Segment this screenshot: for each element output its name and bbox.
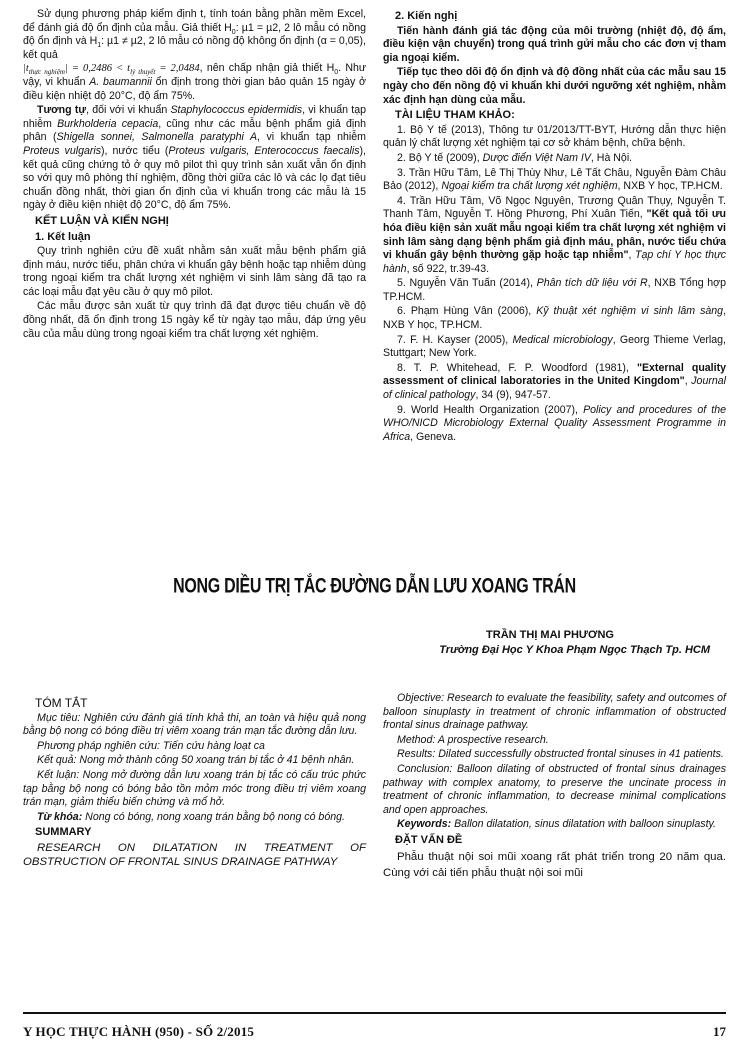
text: 2. Bộ Y tế (2009), [397, 151, 483, 164]
reference-item [383, 152, 726, 166]
abstract-method [23, 740, 366, 754]
text: ổn định trong thời gian bảo quản 15 ngày ở điều kiện nhiệt độ 20°C, độ ẩm 75%. [23, 75, 366, 102]
label: Từ khóa: [37, 810, 83, 823]
formula-part: |t [23, 63, 29, 75]
author-affiliation: Trường Đại Học Y Khoa Phạm Ngọc Thạch Tp. HCM [439, 644, 710, 656]
text: , [628, 249, 635, 262]
reference-item [383, 404, 726, 445]
summary-en-heading: SUMMARY [35, 826, 92, 839]
abstract-keywords-en [383, 818, 726, 832]
abstract-conclusion [23, 769, 366, 810]
text: , cũng như các mẫu bệnh phẩm giả định phân ( [23, 117, 367, 144]
species-name: Staphylococcus epidermidis [170, 104, 303, 117]
text: 3. Trần Hữu Tâm, Lê Thị Thùy Như, Lê Tất Châu, Nguyễn Đàm Châu Bảo (2012), [383, 166, 726, 193]
subscript: 0 [334, 69, 339, 77]
subscript: 0 [231, 28, 236, 36]
text: Ballon dilatation, sinus dilatation with balloon sinuplasty. [451, 818, 716, 831]
abstract-results-en: Results: Dilated successfully obstructed frontal sinuses in 41 patients. [397, 748, 724, 761]
abstract-objective-en: Objective: Research to evaluate the feasibility, safety and outcomes of balloon sinuplasty in treatment of chronic inflammation of obstructed frontal sinus drainage pathway. [383, 692, 726, 732]
text: , nên chấp nhận giả thiết H [199, 62, 335, 75]
text: , NXB Tổng hợp TP.HCM. [383, 277, 726, 303]
ref-title: "External quality assessment of clinical laboratories in the United Kingdom" [383, 361, 726, 388]
text: . Như vậy, vi khuẩn [23, 62, 366, 88]
reference-item: 1. Bộ Y tế (2013), Thông tư 01/2013/TT-BYT, Hướng dẫn thực hiện quản lý chất lượng xét nghiệm tại cơ sở khám bệnh, chữa bệnh. [383, 123, 726, 150]
label: Phương pháp nghiên cứu: [37, 739, 160, 752]
text: , vi khuẩn tạp nhiễm [23, 104, 366, 130]
author-name: TRẦN THỊ MAI PHƯƠNG [486, 629, 614, 641]
text: , NXB Y học, TP.HCM. [383, 305, 727, 332]
text: , Geneva. [410, 430, 457, 443]
formula-part: = 2,0484 [155, 63, 200, 75]
english-title: RESEARCH ON DILATATION IN TREATMENT OF OBSTRUCTION OF FRONTAL SINUS DRAINAGE PATHWAY [23, 841, 366, 868]
stability-paragraph [23, 8, 366, 103]
label: Kết quả: [37, 754, 77, 767]
text: Nghiên cứu đánh giá tính khả thi, an toàn và hiệu quả nong bằng bộ nong có bóng điều trị viêm xoang trán mạn tắc đường dẫn lưu. [23, 711, 366, 738]
label: Keywords: [397, 818, 452, 831]
text: , NXB Y học, TP.HCM. [617, 180, 723, 193]
right-column-bottom [383, 692, 726, 882]
reference-item [383, 195, 726, 277]
conclusion-subheading: 1. Kết luận [35, 230, 91, 243]
conclusion-heading: KẾT LUẬN VÀ KIẾN NGHỊ [35, 214, 169, 227]
abstract-result [23, 754, 366, 768]
text: , số 922, tr.39-43. [406, 262, 490, 275]
intro-paragraph: Phẫu thuật nội soi mũi xoang rất phát triển trong 20 năm qua. Cùng với cải tiến phẫu thuật nội soi mũi [383, 850, 726, 879]
abstract-method-en: Method: A prospective research. [397, 733, 549, 746]
text: , [684, 375, 692, 388]
ref-title: Ngoại kiểm tra chất lượng xét nghiệm [441, 180, 618, 193]
text: ), kết quả cũng chứng tỏ ở quy mô pilot thì quy trình sản xuất vẫn ổn định so với quy mô phòng thí nghiệm, đồng thời giữa các lô và các lọ đạt tiêu chuẩn đồng nhất, thời gian ổn định của vi khuẩn trong các mẫu là 15 ngày ở điều kiện nhiệt độ 20°C, độ ẩm 75%. [23, 144, 366, 212]
text: Sử dụng phương pháp kiểm định t, tính toán bằng phần mềm Excel, để đánh giá độ ổn định của mẫu. Giả thiết H [23, 8, 366, 34]
text: 5. Nguyễn Văn Tuấn (2014), [397, 277, 537, 290]
text: Nong mở đường dẫn lưu xoang trán bị tắc có cấu trúc phức tạp bằng bộ nong có bóng bảo tồn mỏm móc trong điều trị viêm xoang trán mạn, giảm thiểu biến chứng và mổ hở. [23, 768, 366, 809]
references-heading: TÀI LIỆU THAM KHẢO: [395, 109, 515, 122]
species-name: Shigella sonnei, Salmonella paratyphi A [56, 131, 258, 144]
formula-sub: thực nghiệm [28, 68, 65, 77]
intro-heading: ĐẶT VẤN ĐỀ [395, 833, 463, 846]
recommendation-2: Tiếp tục theo dõi độ ổn định và độ đồng nhất của các mẫu sau 15 ngày cho đến nồng độ vi khuẩn khi dưới ngưỡng xét nghiệm, nhằm xác định hạn dùng của mẫu. [383, 66, 726, 106]
species-name: Proteus vulgaris [23, 144, 102, 157]
species-name: Proteus vulgaris, Enterococcus faecalis [168, 144, 360, 157]
reference-item [383, 277, 726, 304]
left-column-bottom [23, 695, 366, 870]
text: Tiến cứu hàng loạt ca [159, 739, 265, 752]
text: 6. Phạm Hùng Vân (2006), [397, 305, 537, 318]
text: Nong mở thành công 50 xoang trán bị tắc ở 41 bệnh nhân. [76, 754, 355, 767]
summary-vi-heading: TÓM TẮT [35, 696, 88, 710]
abstract-keywords [23, 811, 366, 825]
article-title: NONG DIỀU TRỊ TẮC ĐƯỜNG DẪN LƯU XOANG TRÁN [173, 574, 576, 598]
reference-item [383, 167, 726, 194]
formula-part: | = 0,2486 < t [64, 63, 131, 75]
reference-item [383, 305, 726, 332]
text: Nong có bóng, nong xoang trán bằng bộ nong có bóng. [82, 810, 345, 823]
text: , Hà Nội. [590, 151, 633, 164]
abstract-conclusion-en: Conclusion: Balloon dilating of obstructed of frontal sinus drainages pathway with complex anatomy, to preserve the uncinate process in treatment of chronic inflammation, to decrease minimal complications and open approaches. [383, 762, 726, 816]
author-block [330, 628, 710, 658]
left-column-top [23, 8, 366, 342]
text: ), nước tiểu ( [101, 144, 169, 157]
reference-item [383, 334, 726, 361]
ref-title: "Kết quả tối ưu hóa điều kiện sản xuất mẫu ngoại kiểm tra chất lượng xét nghiệm vi sinh lâm sàng dạng bệnh phẩm giả định máu, phân, nước tiểu chứa vi khuẩn gây bệnh thường gặp hoặc tạp nhiễm" [383, 208, 727, 262]
footer-divider [23, 1012, 726, 1014]
ref-title: Phân tích dữ liệu với R [536, 277, 648, 290]
similar-results-paragraph [23, 104, 366, 213]
abstract-goal [23, 712, 366, 739]
text: 8. T. P. Whitehead, F. P. Woodford (1981), [397, 361, 637, 374]
subscript: 1 [97, 42, 102, 50]
formula-sub: lý thuyết [130, 68, 156, 77]
conclusion-paragraph-2: Các mẫu được sản xuất từ quy trình đã đạt được tiêu chuẩn về độ đồng nhất, đã ổn định trong 15 ngày kể từ ngày tạo mẫu, đáp ứng yêu cầu của mẫu dùng trong ngoại kiểm tra chất lượng xét nghiệm. [23, 300, 366, 340]
text: , đối với vi khuẩn [86, 104, 171, 117]
page-number: 17 [713, 1024, 726, 1039]
label: Kết luận: [37, 768, 80, 781]
conclusion-paragraph-1: Quy trình nghiên cứu đề xuất nhằm sản xuất mẫu bệnh phẩm giả định máu, nước tiểu, phân chứa vi khuẩn gây bệnh hoặc tạp nhiễm dùng trong ngoại kiểm tra chất lượng xét nghiệm vi sinh lâm sàng đã tạo ra các loại mẫu đạt yêu cầu ở quy mô pilot. [23, 245, 366, 298]
text: 9. World Health Organization (2007), [397, 403, 584, 416]
label: Mục tiêu: [37, 711, 81, 724]
ref-title: Medical microbiology [512, 333, 613, 346]
ref-title: Policy and procedures of the WHO/NICD Microbiology External Quality Assessment Programme in Africa [383, 403, 726, 443]
text: : µ1 = µ2, 2 lô mẫu có nồng độ ổn định và H [23, 21, 366, 48]
species-name: A. baumannii [89, 75, 152, 88]
text: , vi khuẩn tạp nhiễm [257, 131, 366, 144]
lead-word: Tương tự [37, 104, 87, 117]
reference-item [383, 362, 726, 403]
text: 7. F. H. Kayser (2005), [397, 333, 513, 346]
journal-footer: Y HỌC THỰC HÀNH (950) - SỐ 2/2015 [23, 1024, 255, 1039]
text: , 34 (9), 947-57. [475, 389, 551, 402]
recommendation-1: Tiến hành đánh giá tác động của môi trường (nhiệt độ, độ ẩm, điều kiện vận chuyển) trong quá trình gửi mẫu cho các đơn vị tham gia ngoại kiểm. [383, 24, 726, 64]
species-name: Burkholderia cepacia [57, 117, 159, 130]
ref-title: Dược điển Việt Nam IV [482, 151, 591, 164]
text: : µ1 ≠ µ2, 2 lô mẫu có nồng độ không ổn định (α = 0,05), kết quả [23, 35, 366, 61]
ref-title: Kỹ thuật xét nghiệm vi sinh lâm sàng [536, 305, 724, 318]
t-test-formula [23, 63, 200, 77]
journal-name: Tạp chí Y học thực hành [383, 249, 727, 275]
text: 4. Trần Hữu Tâm, Võ Ngọc Nguyên, Trương Quân Thụy, Nguyễn T. Thanh Tâm, Nguyễn T. Hồng Phương, Phí Xuân Tiến, [383, 194, 726, 221]
right-column-top [383, 8, 726, 445]
journal-name: Journal of clinical pathology [383, 375, 726, 402]
recommendation-heading: 2. Kiến nghị [395, 10, 458, 22]
text: , Georg Thieme Verlag, Stuttgart; New York. [383, 333, 726, 360]
